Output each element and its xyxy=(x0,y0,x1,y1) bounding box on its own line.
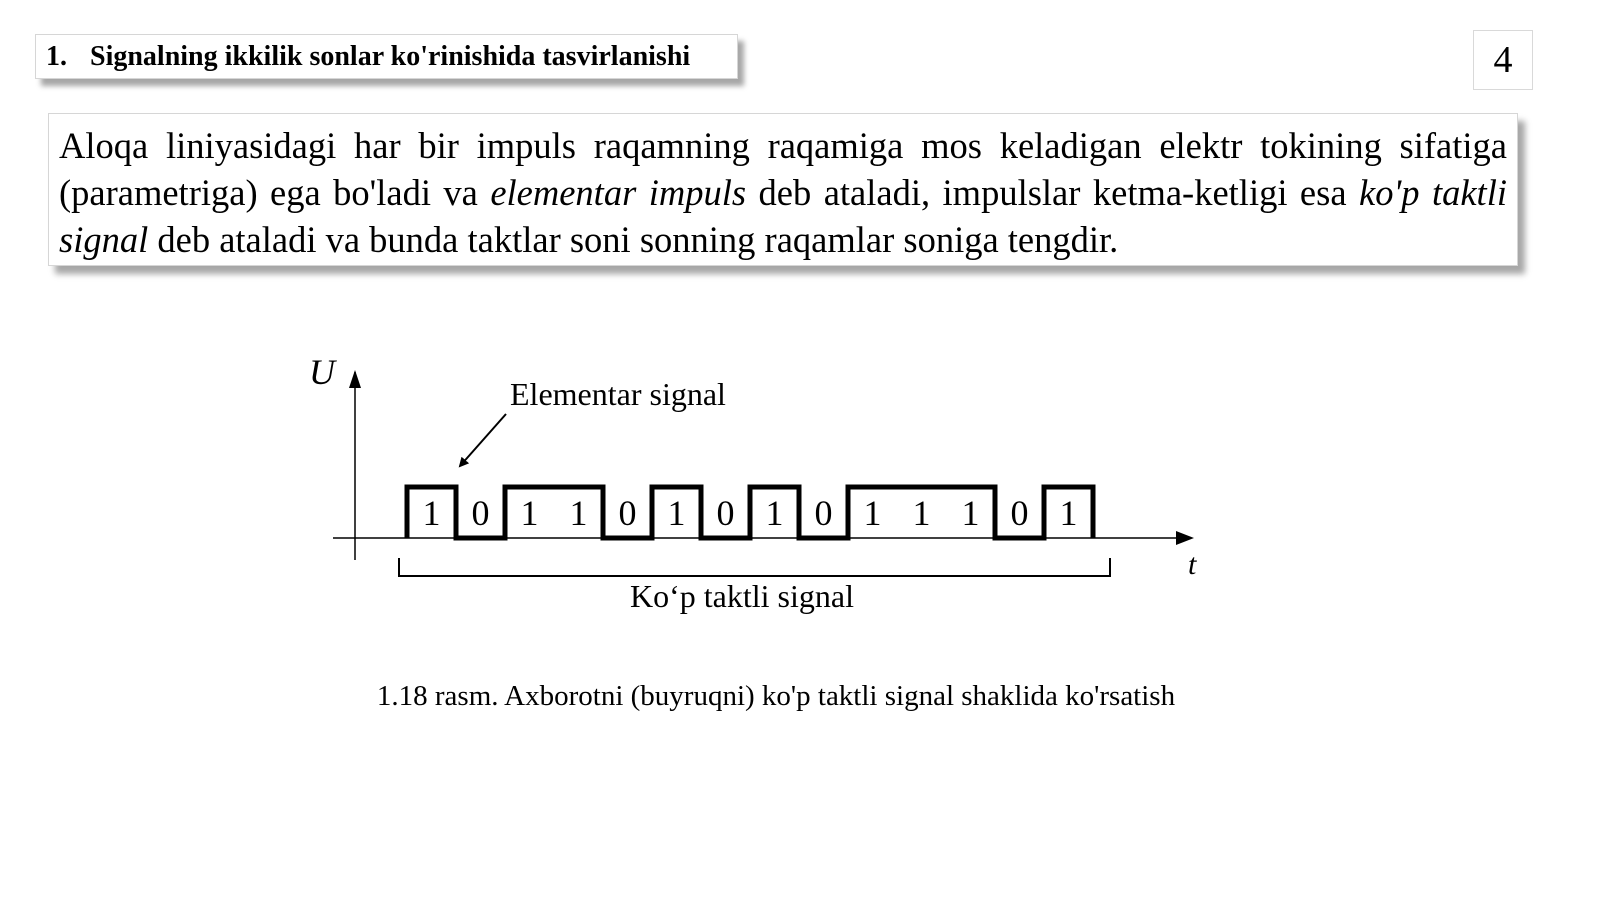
paragraph-italic-elementar-impuls: elementar impuls xyxy=(490,172,747,213)
pointer-arrow xyxy=(460,414,506,466)
paragraph-italic-kop-taktli-signal: ko'p taktli signal xyxy=(59,172,1507,260)
section-number: 1. xyxy=(46,40,67,72)
bit-label: 0 xyxy=(814,493,833,533)
bit-label: 1 xyxy=(961,493,980,533)
pointer-label: Elementar signal xyxy=(510,376,726,412)
bracket-label: Ko‘p taktli signal xyxy=(630,578,854,614)
paragraph-text-2: deb ataladi, impulslar ketma-ketligi esa xyxy=(746,172,1359,213)
paragraph-text-1: Aloqa liniyasidagi har bir impuls raqamning raqamiga mos keladigan elektr tokining sifatiga (parametriga) ega bo'ladi va xyxy=(59,125,1507,213)
bit-label: 1 xyxy=(765,493,784,533)
bit-label: 1 xyxy=(912,493,931,533)
y-axis-label: U xyxy=(309,352,335,392)
x-axis-label: t xyxy=(1188,548,1197,581)
bit-label: 0 xyxy=(471,493,490,533)
bit-label: 1 xyxy=(569,493,588,533)
paragraph-text-3: deb ataladi va bunda taktlar soni sonning raqamlar soniga tengdir. xyxy=(148,219,1119,260)
bit-label: 1 xyxy=(422,493,441,533)
x-axis-arrow-icon xyxy=(1176,531,1194,545)
bit-label: 1 xyxy=(863,493,882,533)
figure-caption: 1.18 rasm. Axborotni (buyruqni) ko'p taktli signal shaklida ko'rsatish xyxy=(376,680,1176,712)
y-axis-arrow-icon xyxy=(349,370,361,388)
signal-waveform xyxy=(407,487,1093,538)
bit-label: 0 xyxy=(618,493,637,533)
bit-label: 0 xyxy=(1010,493,1029,533)
bit-label: 1 xyxy=(1059,493,1078,533)
bracket xyxy=(399,558,1110,576)
bit-label: 0 xyxy=(716,493,735,533)
bit-label: 1 xyxy=(667,493,686,533)
section-title-text: Signalning ikkilik sonlar ko'rinishida tasvirlanishi xyxy=(90,40,691,72)
page-number: 4 xyxy=(1473,30,1533,90)
bit-label: 1 xyxy=(520,493,539,533)
